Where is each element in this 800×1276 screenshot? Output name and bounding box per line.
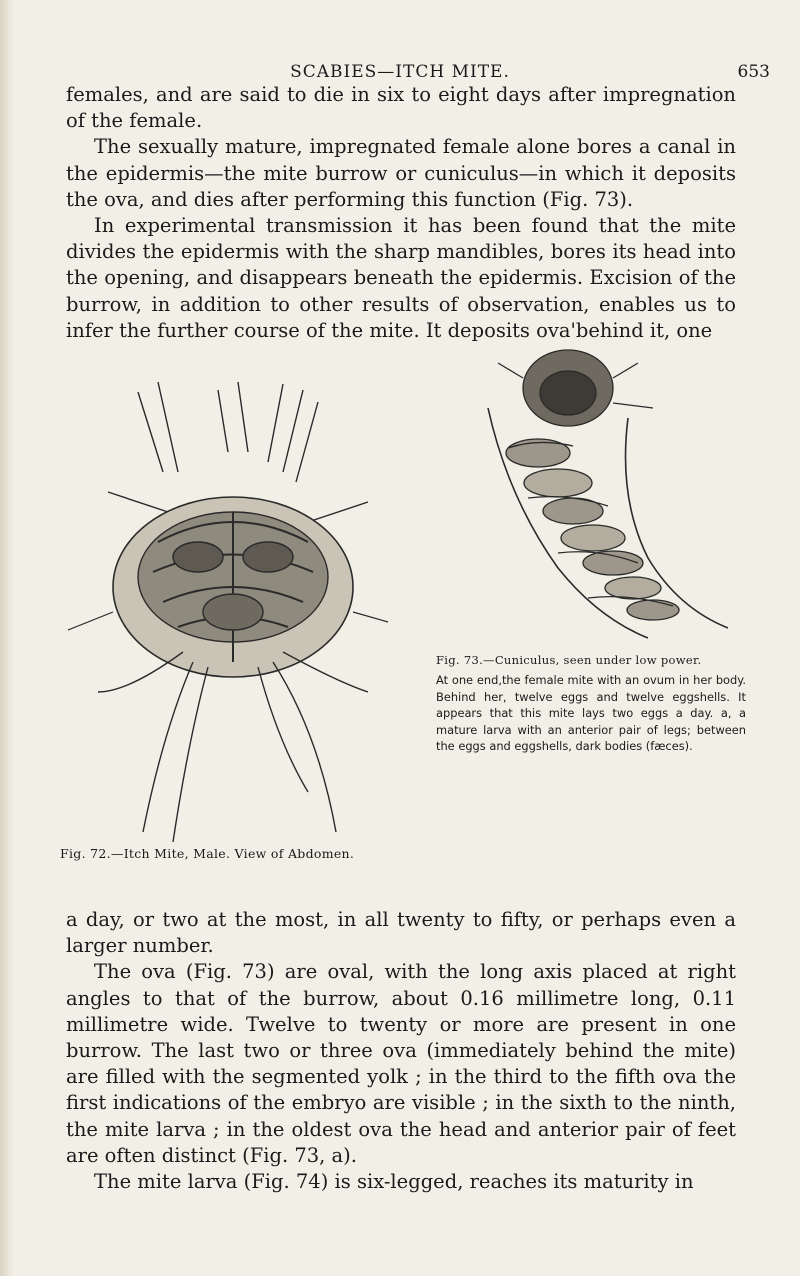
paragraph: females, and are said to die in six to eight days after impregnation of the female.	[66, 83, 736, 133]
itch-mite-illustration	[68, 362, 398, 842]
fig73-caption-title: Fig. 73.—Cuniculus, seen under low power.	[436, 653, 702, 667]
running-head-title: SCABIES—ITCH MITE.	[290, 62, 510, 82]
paragraph: In experimental transmission it has been found that the mite divides the epidermis with the sharp mandibles, bores its head into the opening, and disappears beneath the epidermis. Excision of the burrow, in addition to other results of observation, enables us to infer the further course of the mite. It deposits ova'behind it, one	[66, 214, 736, 342]
fig73-caption-body	[436, 672, 746, 755]
page-number: 653	[737, 62, 770, 82]
fig73-caption-text: At one end,the female mite with an ovum in her body. Behind her, twelve eggs and twelve eggshells. It appears that this mite lays two eggs a day. a, a mature larva with an anterior pair of legs; between the eggs and eggshells, dark bodies (fæces).	[436, 673, 746, 754]
paragraph: The mite larva (Fig. 74) is six-legged, reaches its maturity in	[94, 1170, 694, 1194]
page-edge-shadow	[0, 0, 14, 1276]
lower-text-block	[66, 907, 736, 1195]
paragraph: The ova (Fig. 73) are oval, with the long axis placed at right angles to that of the burrow, about 0.16 millimetre long, 0.11 millimetre wide. Twelve to twenty or more are present in one burrow. The last two or three ova (immediately behind the mite) are filled with the segmented yolk ; in the third to the fifth ova the first indications of the embryo are visible ; in the sixth to the ninth, the mite larva ; in the oldest ova the head and anterior pair of feet are often distinct (Fig. 73, a).	[66, 960, 736, 1167]
paragraph: The sexually mature, impregnated female alone bores a canal in the epidermis—the mite burrow or cuniculus—in which it deposits the ova, and dies after performing this function (Fig. 73).	[66, 135, 736, 211]
upper-text-block	[66, 82, 736, 344]
paragraph: a day, or two at the most, in all twenty to fifty, or perhaps even a larger number.	[66, 908, 736, 958]
cuniculus-illustration	[428, 348, 748, 648]
fig72-caption: Fig. 72.—Itch Mite, Male. View of Abdomen.	[60, 846, 355, 861]
